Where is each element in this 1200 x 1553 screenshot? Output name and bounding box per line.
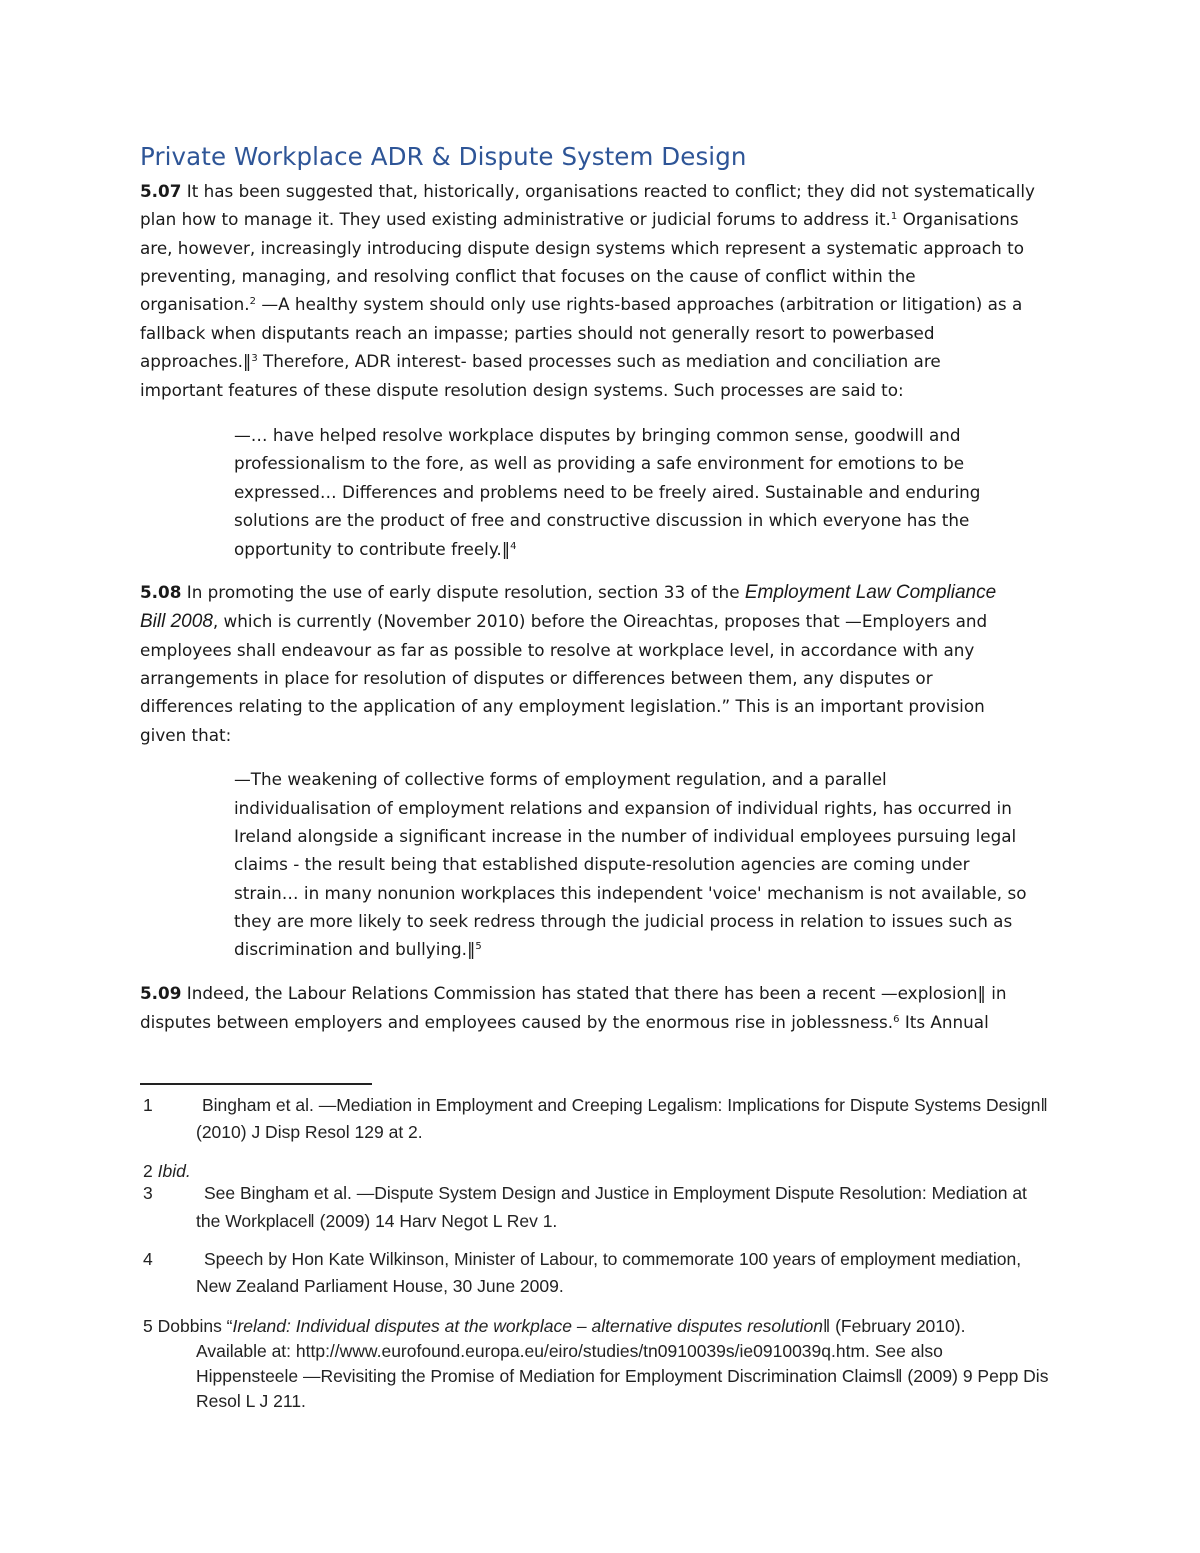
footnote-4-text: New Zealand Parliament House, 30 June 2009. [196, 1276, 564, 1296]
paragraph-508-line: Bill 2008, which is currently (November 2010) before the Oireachtas, proposes that —Employers and [140, 611, 988, 632]
footnote-5-text: Resol L J 211. [196, 1391, 306, 1411]
block-quote-line: individualisation of employment relations and expansion of individual rights, has occurred in [234, 798, 1012, 818]
section-heading: Private Workplace ADR & Dispute System Design [140, 142, 747, 171]
footnote-3-text: See Bingham et al. —Dispute System Design and Justice in Employment Dispute Resolution: Mediation at [204, 1183, 1027, 1203]
legislation-title: Bill 2008 [140, 611, 213, 632]
paragraph-508-line: differences relating to the application of any employment legislation.” This is an important provision [140, 696, 985, 716]
paragraph-507-line: 5.07 It has been suggested that, historically, organisations reacted to conflict; they did not systematically [140, 181, 1035, 201]
block-quote-line: strain… in many nonunion workplaces this independent 'voice' mechanism is not available, so [234, 883, 1027, 903]
block-quote-line: —… have helped resolve workplace disputes by bringing common sense, goodwill and [234, 425, 961, 445]
paragraph-507-line: plan how to manage it. They used existing administrative or judicial forums to address it.$^1$ Organisations [140, 209, 1019, 229]
publication-title: Ireland: Individual disputes at the workplace – alternative disputes resolution [232, 1316, 824, 1336]
block-quote-line: Ireland alongside a significant increase in the number of individual employees pursuing legal [234, 826, 1017, 846]
footnote-2-text: Ibid. [157, 1161, 191, 1181]
paragraph-507-line: fallback when disputants reach an impasse; parties should not generally resort to powerbased [140, 323, 935, 343]
footnote-ref[interactable]: 3 [251, 353, 258, 364]
paragraph-507-line: important features of these dispute resolution design systems. Such processes are said to: [140, 380, 904, 400]
footnote-number: 4 [143, 1249, 153, 1269]
paragraph-507-line: are, however, increasingly introducing dispute design systems which represent a systematic approach to [140, 238, 1024, 258]
block-quote-line: claims - the result being that established dispute-resolution agencies are coming under [234, 854, 970, 874]
paragraph-509-line: disputes between employers and employees caused by the enormous rise in joblessness.$^6$ Its Annual [140, 1012, 989, 1032]
paragraph-508-line: given that: [140, 725, 232, 745]
footnote-3-text: the Workplace‖ (2009) 14 Harv Negot L Rev 1. [196, 1211, 558, 1231]
paragraph-507-line: organisation.$^2$ —A healthy system should only use rights-based approaches (arbitration or litigation) as a [140, 294, 1023, 314]
footnote-4-text: Speech by Hon Kate Wilkinson, Minister of Labour, to commemorate 100 years of employment mediation, [204, 1249, 1022, 1269]
footnote-ref[interactable]: 1 [890, 211, 898, 222]
block-quote-line: they are more likely to seek redress through the judicial process in relation to issues such as [234, 911, 1013, 931]
block-quote-line: —The weakening of collective forms of employment regulation, and a parallel [234, 769, 887, 789]
paragraph-number: 5.09 [140, 983, 182, 1003]
paragraph-507-line: preventing, managing, and resolving conflict that focuses on the cause of conflict within the [140, 266, 916, 286]
footnote-1-text: Bingham et al. —Mediation in Employment and Creeping Legalism: Implications for Dispute Systems Design‖ [202, 1095, 1048, 1115]
block-quote-line: opportunity to contribute freely.‖$^4$ [234, 539, 517, 559]
block-quote-line: expressed… Differences and problems need to be freely aired. Sustainable and enduring [234, 482, 981, 502]
paragraph-508-line: arrangements in place for resolution of disputes or differences between them, any disputes or [140, 668, 933, 688]
paragraph-509-line: 5.09 Indeed, the Labour Relations Commission has stated that there has been a recent —explosion‖ in [140, 983, 1007, 1003]
paragraph-508-line: employees shall endeavour as far as possible to resolve at workplace level, in accordance with any [140, 640, 975, 660]
footnote-ref[interactable]: 6 [893, 1014, 900, 1025]
footnote-5: 5 Dobbins “Ireland: Individual disputes at the workplace – alternative disputes resolution‖ (February 2010). [143, 1316, 966, 1336]
footnote-5-text: Hippensteele —Revisiting the Promise of Mediation for Employment Discrimination Claims‖ (2009) 9 Pepp Dis [196, 1366, 1049, 1386]
footnote-5-text: Available at: http://www.eurofound.europa.eu/eiro/studies/tn0910039s/ie0910039q.htm. See also [196, 1341, 943, 1361]
footnote-ref[interactable]: 2 [249, 296, 256, 307]
footnote-separator [140, 1083, 372, 1085]
block-quote-line: solutions are the product of free and constructive discussion in which everyone has the [234, 510, 970, 530]
paragraph-number: 5.07 [140, 181, 182, 201]
footnote-ref[interactable]: 5 [475, 941, 482, 952]
footnote-number: 3 [143, 1183, 153, 1203]
paragraph-number: 5.08 [140, 582, 182, 602]
footnote-number: 2 [143, 1161, 153, 1181]
footnote-number: 5 [143, 1316, 153, 1336]
legislation-title: Employment Law Compliance [744, 582, 997, 603]
paragraph-507-line: approaches.‖$^3$ Therefore, ADR interest- based processes such as mediation and conciliation are [140, 351, 941, 371]
block-quote-line: professionalism to the fore, as well as providing a safe environment for emotions to be [234, 453, 965, 473]
footnote-number: 1 [143, 1095, 153, 1115]
footnote-2 [143, 1160, 191, 1182]
footnote-ref[interactable]: 4 [510, 541, 517, 552]
block-quote-line: discrimination and bullying.‖$^5$ [234, 939, 482, 959]
paragraph-508-line: 5.08 In promoting the use of early dispute resolution, section 33 of the Employment Law Compliance [140, 582, 997, 603]
footnote-1-text: (2010) J Disp Resol 129 at 2. [196, 1122, 423, 1142]
